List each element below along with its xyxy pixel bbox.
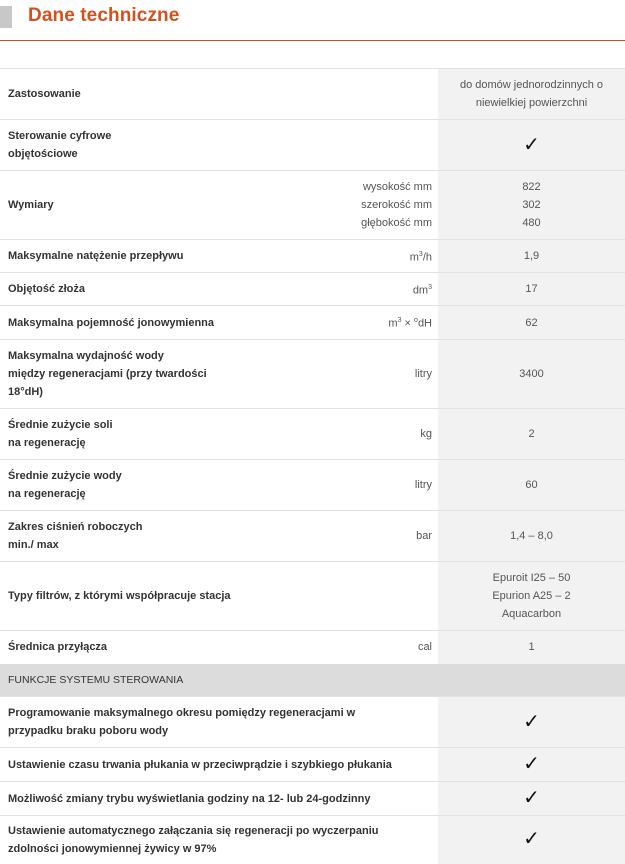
table-row — [0, 273, 625, 306]
row-value: 17 — [438, 273, 625, 306]
row-value: 62 — [438, 306, 625, 340]
checkmark-icon: ✓ — [523, 131, 540, 156]
table-row — [0, 171, 625, 240]
specs-table — [0, 68, 625, 864]
checkmark-icon: ✓ — [523, 708, 540, 733]
row-value: 1,4 – 8,0 — [438, 511, 625, 562]
table-row — [0, 782, 625, 816]
row-label: Średnie zużycie wody na regenerację — [0, 460, 238, 511]
row-unit: kg — [238, 409, 438, 460]
row-label: Sterowanie cyfrowe objętościowe — [0, 120, 238, 171]
table-row — [0, 460, 625, 511]
checkmark-icon: ✓ — [523, 751, 540, 775]
table-row — [0, 69, 625, 120]
row-value: Epuroit I25 – 50 Epurion A25 – 2 Aquacarbon — [438, 562, 625, 631]
checkmark-icon: ✓ — [523, 826, 540, 851]
row-unit: bar — [238, 511, 438, 562]
table-row — [0, 340, 625, 409]
checkmark-icon: ✓ — [523, 785, 540, 809]
table-row — [0, 409, 625, 460]
table-row — [0, 511, 625, 562]
row-label: Średnica przyłącza — [0, 631, 238, 664]
row-label: Wymiary — [0, 171, 238, 240]
row-value: 1,9 — [438, 240, 625, 273]
row-unit: cal — [238, 631, 438, 664]
row-label: Typy filtrów, z którymi współpracuje stacja — [0, 562, 438, 631]
function-label: Możliwość zmiany trybu wyświetlania godziny na 12- lub 24-godzinny — [0, 782, 438, 816]
table-row — [0, 240, 625, 273]
table-row — [0, 306, 625, 340]
function-label: Ustawienie czasu trwania płukania w przeciwprądzie i szybkiego płukania — [0, 748, 438, 782]
table-row — [0, 697, 625, 748]
function-label: Programowanie maksymalnego okresu pomiędzy regeneracjami w przypadku braku poboru wody — [0, 697, 438, 748]
table-row — [0, 562, 625, 631]
row-label: Maksymalna wydajność wody między regeneracjami (przy twardości 18°dH) — [0, 340, 238, 409]
row-label: Objętość złoża — [0, 273, 238, 306]
row-label: Zakres ciśnień roboczych min./ max — [0, 511, 238, 562]
table-row — [0, 120, 625, 171]
row-units: wysokość mm szerokość mm głębokość mm — [238, 171, 438, 240]
row-unit: litry — [238, 340, 438, 409]
row-value: 2 — [438, 409, 625, 460]
row-label: Zastosowanie — [0, 69, 238, 120]
row-unit: $m^3 \times ^odH$ — [238, 306, 438, 340]
function-label: Ustawienie automatycznego załączania się regeneracji po wyczerpaniu zdolności jonowymiennej żywicy w 97% — [0, 816, 438, 864]
row-value: 60 — [438, 460, 625, 511]
row-value: do domów jednorodzinnych o niewielkiej powierzchni — [438, 69, 625, 120]
row-label: Średnie zużycie soli na regenerację — [0, 409, 238, 460]
table-row — [0, 631, 625, 664]
row-unit: $m^3/h$ — [238, 240, 438, 273]
section-header — [0, 0, 625, 41]
table-row — [0, 816, 625, 864]
row-unit: $dm^3$ — [238, 273, 438, 306]
row-value: 1 — [438, 631, 625, 664]
page-title: Dane techniczne — [28, 5, 180, 26]
row-label: Maksymalna pojemność jonowymienna — [0, 306, 238, 340]
row-value: 822 302 480 — [438, 171, 625, 240]
table-row — [0, 748, 625, 782]
row-unit: litry — [238, 460, 438, 511]
section-row — [0, 664, 625, 697]
header-accent-bar — [0, 6, 12, 28]
row-label: Maksymalne natężenie przepływu — [0, 240, 238, 273]
section-title: FUNKCJE SYSTEMU STEROWANIA — [0, 664, 625, 697]
row-value: 3400 — [438, 340, 625, 409]
